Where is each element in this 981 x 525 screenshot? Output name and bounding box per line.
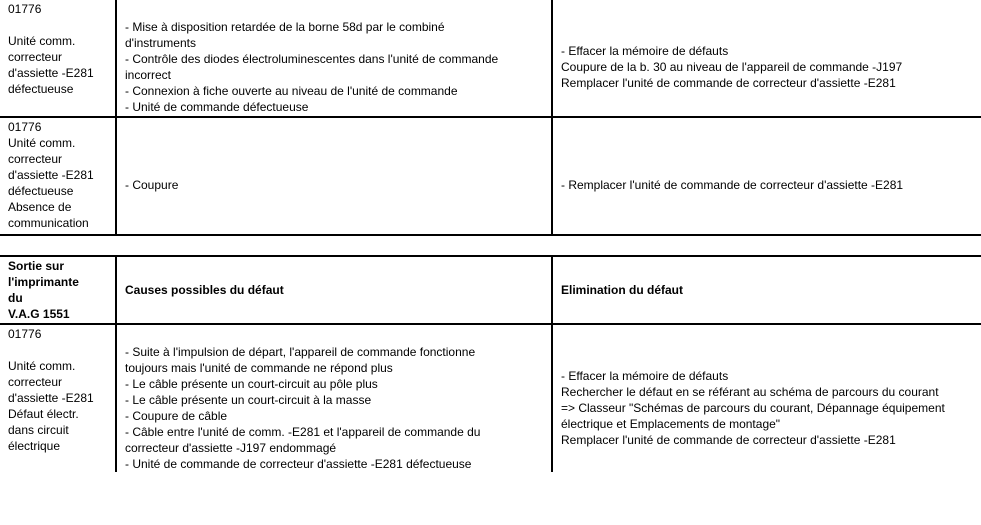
remedy-line: => Classeur "Schémas de parcours du courant, Dépannage équipement <box>561 401 945 415</box>
fault-code-line: correcteur <box>8 375 63 389</box>
possible-causes-cell <box>125 177 549 193</box>
fault-code-line: d'assiette -E281 <box>8 391 94 405</box>
fault-code-line: Unité comm. <box>8 34 76 48</box>
remedy-line: - Remplacer l'unité de commande de correcteur d'assiette -E281 <box>561 178 904 192</box>
cause-line: - Le câble présente un court-circuit à la masse <box>125 393 372 407</box>
cause-line: - Le câble présente un court-circuit au pôle plus <box>125 377 378 391</box>
cause-line: - Mise à disposition retardée de la borne 58d par le combiné <box>125 20 445 34</box>
column-divider <box>115 255 117 472</box>
cause-line: - Coupure de câble <box>125 409 228 423</box>
remedy-line: Rechercher le défaut en se référant au schéma de parcours du courant <box>561 385 939 399</box>
possible-causes-cell <box>125 344 549 472</box>
cause-line: - Unité de commande défectueuse <box>125 100 309 114</box>
fault-code-line: dans circuit <box>8 423 69 437</box>
remedy-line: Coupure de la b. 30 au niveau de l'appareil de commande -J197 <box>561 60 903 74</box>
header-elimination: Elimination du défaut <box>561 283 683 297</box>
remedy-cell <box>561 368 979 448</box>
header-possible-causes: Causes possibles du défaut <box>125 283 284 297</box>
column-divider <box>115 0 117 236</box>
cause-line: incorrect <box>125 68 172 82</box>
cause-line: - Unité de commande de correcteur d'assiette -E281 défectueuse <box>125 457 472 471</box>
header-line: du <box>8 291 23 305</box>
fault-code-line: d'assiette -E281 <box>8 168 94 182</box>
fault-code-line: 01776 <box>8 327 42 341</box>
cause-line: - Connexion à fiche ouverte au niveau de l'unité de commande <box>125 84 458 98</box>
header-divider <box>0 323 981 325</box>
cause-line: - Suite à l'impulsion de départ, l'appareil de commande fonctionne <box>125 345 476 359</box>
fault-code-line: Unité comm. <box>8 359 76 373</box>
fault-code-line: correcteur <box>8 50 63 64</box>
cause-line: toujours mais l'unité de commande ne répond plus <box>125 361 393 375</box>
header-line: Sortie sur <box>8 259 65 273</box>
fault-code-line <box>8 342 113 358</box>
cause-line: - Câble entre l'unité de comm. -E281 et l'appareil de commande du <box>125 425 481 439</box>
header-line: V.A.G 1551 <box>8 307 70 321</box>
remedy-line: - Effacer la mémoire de défauts <box>561 369 729 383</box>
cause-line: d'instruments <box>125 36 196 50</box>
fault-code-line: électrique <box>8 439 61 453</box>
column-divider <box>551 0 553 236</box>
remedy-line: électrique et Emplacements de montage" <box>561 417 781 431</box>
fault-code-line: communication <box>8 216 89 230</box>
fault-code-line: d'assiette -E281 <box>8 66 94 80</box>
remedy-cell <box>561 43 979 91</box>
row-divider <box>0 116 981 118</box>
fault-code-line <box>8 17 113 33</box>
fault-code-line: défectueuse <box>8 184 74 198</box>
remedy-cell <box>561 177 979 193</box>
possible-causes-cell <box>125 19 549 115</box>
table-top-border <box>0 255 981 257</box>
fault-code-line: 01776 <box>8 120 42 134</box>
cause-line: - Contrôle des diodes électroluminescentes dans l'unité de commande <box>125 52 499 66</box>
fault-code-line: correcteur <box>8 152 63 166</box>
remedy-line: Remplacer l'unité de commande de correcteur d'assiette -E281 <box>561 76 896 90</box>
fault-code-line: défectueuse <box>8 82 74 96</box>
table-bottom-border <box>0 234 981 236</box>
fault-code-cell <box>8 119 113 231</box>
fault-code-line: 01776 <box>8 2 42 16</box>
fault-code-line: Absence de <box>8 200 72 214</box>
fault-code-line: Unité comm. <box>8 136 76 150</box>
remedy-line: - Effacer la mémoire de défauts <box>561 44 729 58</box>
fault-code-line: Défaut électr. <box>8 407 79 421</box>
column-divider <box>551 255 553 472</box>
header-line: l'imprimante <box>8 275 79 289</box>
cause-line: correcteur d'assiette -J197 endommagé <box>125 441 337 455</box>
remedy-line: Remplacer l'unité de commande de correcteur d'assiette -E281 <box>561 433 896 447</box>
header-printout-label <box>8 258 113 322</box>
fault-code-cell <box>8 1 113 97</box>
fault-code-cell <box>8 326 113 454</box>
cause-line: - Coupure <box>125 178 179 192</box>
